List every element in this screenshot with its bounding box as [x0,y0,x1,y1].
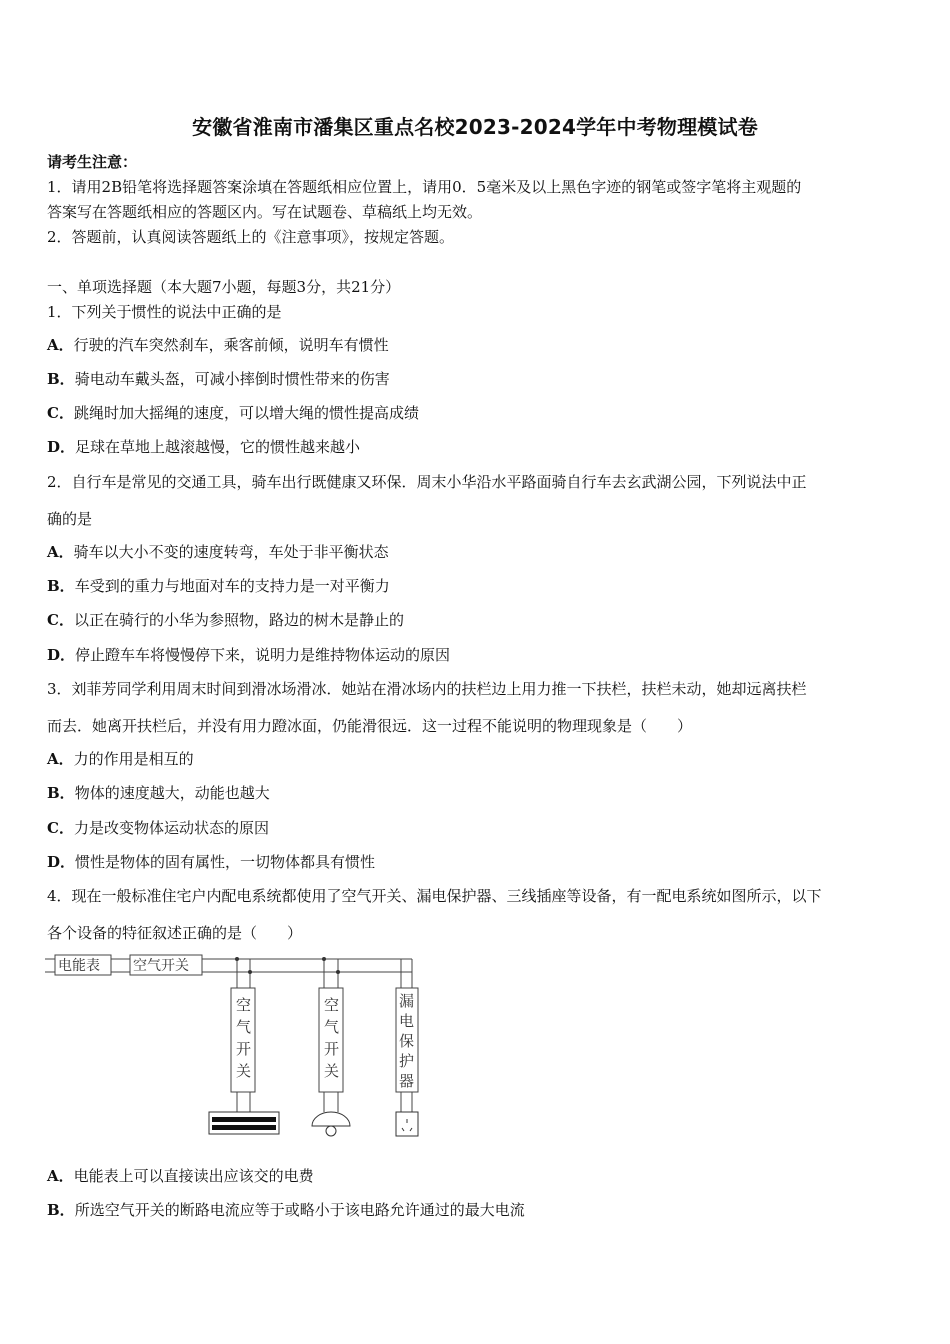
heater-icon [209,1112,279,1134]
main-switch-label: 空气开关 [133,958,189,974]
option-letter: D． [47,646,76,664]
question-1-option-d [47,437,360,457]
branch2-char: 开 [324,1040,340,1058]
option-text: 骑车以大小不变的速度转弯，车处于非平衡状态 [73,543,389,561]
question-4-option-a [47,1166,314,1186]
option-letter: B． [47,370,75,388]
option-text: 物体的速度越大，动能也越大 [74,784,270,802]
option-letter: B． [47,784,75,802]
option-text: 惯性是物体的固有属性，一切物体都具有惯性 [75,853,376,871]
branch3-char: 器 [399,1072,415,1090]
option-letter: A． [47,543,74,561]
option-letter: D． [47,438,76,456]
branch1-char: 开 [236,1040,252,1058]
option-text: 力的作用是相互的 [73,750,194,768]
option-letter: D． [47,853,76,871]
option-text: 力是改变物体运动状态的原因 [73,819,269,837]
option-letter: C． [47,404,74,422]
option-text: 停止蹬车车将慢慢停下来，说明力是维持物体运动的原因 [75,646,451,664]
question-1-option-a [47,335,389,355]
option-text: 跳绳时加大摇绳的速度，可以增大绳的惯性提高成绩 [73,404,419,422]
question-1-option-c [47,403,419,423]
branch1-char: 关 [236,1062,252,1080]
branch2-char: 空 [324,996,340,1014]
option-letter: B． [47,1201,75,1219]
option-text: 足球在草地上越滚越慢，它的惯性越来越小 [75,438,361,456]
circuit-svg [40,950,430,1145]
option-letter: A． [47,750,74,768]
lamp-icon [312,1112,350,1136]
question-3-stem-line2: 而去．她离开扶栏后，并没有用力蹬冰面，仍能滑很远．这一过程不能说明的物理现象是（ ） [47,717,693,735]
option-text: 所选空气开关的断路电流应等于或略小于该电路允许通过的最大电流 [74,1201,525,1219]
question-3-option-a [47,749,194,769]
question-2-option-c [47,610,404,630]
question-2-stem-line2: 确的是 [47,510,93,528]
branch3-char: 电 [399,1012,415,1030]
notice-item2: 2．答题前，认真阅读答题纸上的《注意事项》，按规定答题。 [47,228,455,246]
notice-heading: 请考生注意： [47,153,138,171]
option-letter: C． [47,611,74,629]
option-text: 行驶的汽车突然刹车，乘客前倾，说明车有惯性 [73,336,389,354]
question-1-stem: 1．下列关于惯性的说法中正确的是 [47,303,282,321]
option-letter: A． [47,336,74,354]
branch2-char: 关 [324,1062,340,1080]
section-heading: 一、单项选择题（本大题7小题，每题3分，共21分） [47,278,401,296]
question-2-option-a [47,542,389,562]
option-letter: C． [47,819,74,837]
question-3-option-d [47,852,375,872]
branch2-char: 气 [324,1018,340,1036]
question-2-stem-line1: 2．自行车是常见的交通工具，骑车出行既健康又环保．周末小华沿水平路面骑自行车去玄武湖公园，下列说法中正 [47,473,807,491]
branch1-char: 空 [236,996,252,1014]
option-text: 电能表上可以直接读出应该交的电费 [73,1167,314,1185]
notice-item1-line2: 答案写在答题纸相应的答题区内。写在试题卷、草稿纸上均无效。 [47,203,483,221]
question-3-option-b [47,783,270,803]
question-4-stem-line2: 各个设备的特征叙述正确的是（ ） [47,924,303,942]
branch3-char: 漏 [399,992,415,1010]
branch3-char: 护 [399,1052,415,1070]
notice-item1-line1: 1．请用2B铅笔将选择题答案涂填在答题纸相应位置上，请用0．5毫米及以上黑色字迹的钢笔或签字笔将主观题的 [47,178,802,196]
distribution-circuit-diagram [40,950,430,1145]
option-text: 骑电动车戴头盔，可减小摔倒时惯性带来的伤害 [74,370,390,388]
question-4-option-b [47,1200,525,1220]
question-2-option-b [47,576,390,596]
question-2-option-d [47,645,450,665]
option-letter: A． [47,1167,74,1185]
option-letter: B． [47,577,75,595]
option-text: 以正在骑行的小华为参照物，路边的树木是静止的 [73,611,404,629]
question-1-option-b [47,369,390,389]
option-text: 车受到的重力与地面对车的支持力是一对平衡力 [74,577,390,595]
branch3-char: 保 [399,1032,415,1050]
branch1-char: 气 [236,1018,252,1036]
socket-icon [396,1112,418,1136]
question-3-option-c [47,818,269,838]
meter-label: 电能表 [58,958,100,974]
question-4-stem-line1: 4．现在一般标准住宅户内配电系统都使用了空气开关、漏电保护器、三线插座等设备，有一配电系统如图所示，以下 [47,887,822,905]
page-title: 安徽省淮南市潘集区重点名校2023-2024学年中考物理模试卷 [192,115,758,139]
question-3-stem-line1: 3．刘菲芳同学利用周末时间到滑冰场滑冰．她站在滑冰场内的扶栏边上用力推一下扶栏，扶栏未动，她却远离扶栏 [47,680,807,698]
